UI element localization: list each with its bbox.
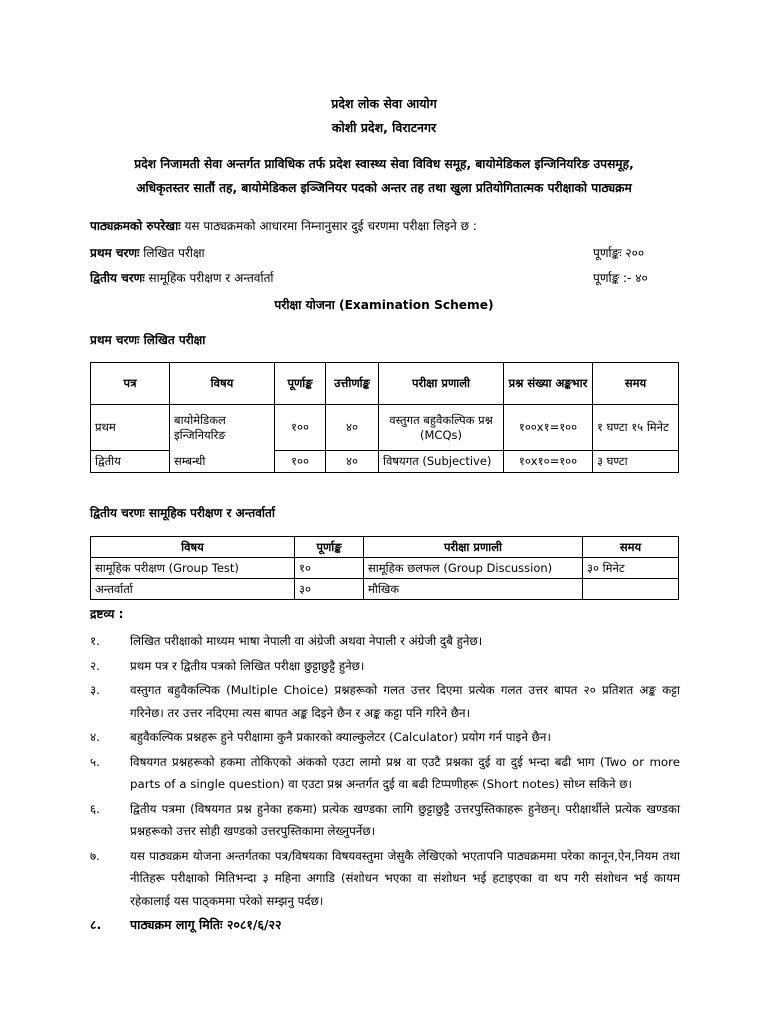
cell-exam-system: सामूहिक छलफल (Group Discussion) <box>364 558 583 579</box>
outline-line <box>90 217 477 234</box>
outline-label: पाठ्यक्रमको रुपरेखाः <box>90 219 181 233</box>
cell-time: ३ घण्टा <box>593 451 679 473</box>
cell-subject: सम्बन्धी <box>170 451 275 473</box>
note-text: लिखित परीक्षाको माध्यम भाषा नेपाली वा अंग्रेजी अथवा नेपाली र अंग्रेजी दुबै हुनेछ। <box>130 634 483 648</box>
cell-questions-weight: १००x१=१०० <box>504 405 593 451</box>
service-title-line1: प्रदेश निजामती सेवा अन्तर्गत प्राविधिक तर्फ प्रदेश स्वास्थ्य सेवा विविध समूह, बायोमेडिकल इन्जिनियरिङ उपसमूह, <box>134 157 634 171</box>
interview-header-row <box>91 537 679 558</box>
col-time: समय <box>593 363 679 405</box>
note-text: यस पाठ्यक्रम योजना अन्तर्गतका पत्र/विषयका विषयवस्तुमा जेसुकै लेखिएको भएतापनि पाठ्यक्रममा परेका कानून,ऐन,नियम तथा नीतिहरू परीक्षाको मितिभन्दा ३ महिना अगाडि (संशोधन भएका वा संशोधन भई हटाइएका वा थप गरी संशोधन भई कायम रहेकालाई यस पाठ्कममा परेको सम्झनु पर्दछ। <box>130 848 680 908</box>
note-number: २. <box>90 658 100 673</box>
note-number: ५. <box>90 754 100 769</box>
col-subject: विषय <box>91 537 295 558</box>
cell-time: १ घण्टा १५ मिनेट <box>593 405 679 451</box>
cell-subject: बायोमेडिकल इन्जिनियरिङ <box>170 405 275 451</box>
note-number: ६. <box>90 801 100 816</box>
cell-full-marks: ३० <box>295 579 364 600</box>
cell-subject: सामूहिक परीक्षण (Group Test) <box>91 558 295 579</box>
province-name: कोशी प्रदेश, विराटनगर <box>331 120 437 135</box>
stage2-text: सामूहिक परीक्षण र अन्तर्वार्ता <box>144 271 274 285</box>
col-full-marks: पूर्णाङ्क <box>275 363 326 405</box>
stage1-marks: पूर्णाङ्कः २०० <box>593 246 645 260</box>
written-heading: प्रथम चरणः लिखित परीक्षा <box>90 333 206 347</box>
note-item <box>90 679 680 724</box>
stage1-text: लिखित परीक्षा <box>139 246 205 260</box>
cell-full-marks: १० <box>295 558 364 579</box>
note-text: वस्तुगत बहुवैकल्पिक (Multiple Choice) प्रश्नहरूको गलत उत्तर दिएमा प्रत्येक गलत उत्तर बापत २० प्रतिशत अङ्क कट्टा गरिनेछ। तर उत्तर नदिएमा त्यस बापत अङ्क दिइने छैन र अङ्क कट्टा पनि गरिने छैन। <box>130 683 680 720</box>
col-exam-system: परीक्षा प्रणाली <box>379 363 504 405</box>
col-exam-system: परीक्षा प्रणाली <box>364 537 583 558</box>
written-header-row <box>91 363 679 405</box>
scheme-title: परीक्षा योजना (Examination Scheme) <box>274 298 494 312</box>
effective-date <box>90 914 680 937</box>
note-text: बहुवैकल्पिक प्रश्नहरू हुने परीक्षामा कुनै प्रकारको क्याल्कुलेटर (Calculator) प्रयोग गर्न पाइने छैन। <box>130 730 551 744</box>
note-item <box>90 726 680 749</box>
col-paper: पत्र <box>91 363 170 405</box>
col-time: समय <box>583 537 679 558</box>
note-item <box>90 845 680 913</box>
stage1-line <box>90 244 205 261</box>
table-row <box>91 579 679 600</box>
effective-date-text: पाठ्यक्रम लागू मितिः २०८१/६/२२ <box>130 917 282 932</box>
note-number: ८. <box>90 917 102 932</box>
cell-exam-system: मौखिक <box>364 579 583 600</box>
service-title-line2: अधिकृतस्तर सातौं तह, बायोमेडिकल इञ्जिनियर पदको अन्तर तह तथा खुला प्रतियोगितात्मक परीक्षाको पाठ्यक्रम <box>136 181 632 195</box>
commission-name: प्रदेश लोक सेवा आयोग <box>331 96 437 111</box>
notes-heading: द्रष्टव्य : <box>90 607 124 621</box>
note-number: १. <box>90 634 100 648</box>
note-text: प्रथम पत्र र द्वितीय पत्रको लिखित परीक्षा छुट्टाछुट्टै हुनेछ। <box>130 658 365 673</box>
cell-paper: द्वितीय <box>91 451 170 473</box>
notes-list <box>90 630 680 939</box>
cell-subject: अन्तर्वार्ता <box>91 579 295 600</box>
written-exam-table <box>90 362 679 473</box>
cell-time <box>583 579 679 600</box>
cell-full-marks: १०० <box>275 451 326 473</box>
interview-table <box>90 536 679 600</box>
cell-exam-system: विषयगत (Subjective) <box>379 451 504 473</box>
stage2-line <box>90 269 274 286</box>
stage1-label: प्रथम चरणः <box>90 246 140 260</box>
col-full-marks: पूर्णाङ्क <box>295 537 364 558</box>
cell-time: ३० मिनेट <box>583 558 679 579</box>
note-item <box>90 630 680 653</box>
cell-questions-weight: १०x१०=१०० <box>504 451 593 473</box>
cell-full-marks: १०० <box>275 405 326 451</box>
stage2-label: द्वितीय चरणः <box>90 271 145 285</box>
note-item <box>90 751 680 796</box>
note-number: ७. <box>90 848 100 863</box>
col-subject: विषय <box>170 363 275 405</box>
cell-pass-marks: ४० <box>326 405 379 451</box>
note-number: ४. <box>90 730 100 744</box>
note-text: द्वितीय पत्रमा (विषयगत प्रश्न हुनेका हकमा) प्रत्येक खण्डका लागि छुट्टाछुट्टै उत्तरपुस्तिकाहरू हुनेछन्। परीक्षार्थीले प्रत्येक खण्डका प्रश्नहरूको उत्तर सोही खण्डको उत्तरपुस्तिकामा लेख्नुपर्नेछ। <box>130 801 680 838</box>
table-row <box>91 558 679 579</box>
cell-exam-system: वस्तुगत बहुवैकल्पिक प्रश्न (MCQs) <box>379 405 504 451</box>
table-row <box>91 451 679 473</box>
table-row <box>91 405 679 451</box>
note-item <box>90 655 680 678</box>
col-questions-weight: प्रश्न संख्या अङ्कभार <box>504 363 593 405</box>
note-item <box>90 798 680 843</box>
note-text: विषयगत प्रश्नहरूको हकमा तोकिएको अंकको एउटा लामो प्रश्न वा एउटै प्रश्नका दुई वा दुई भन्दा बढी भाग (Two or more parts of a single question) वा एउटा प्रश्न अन्तर्गत दुई वा बढी टिप्पणीहरू (Short notes) सोध्न सकिने छ। <box>130 754 680 791</box>
cell-paper: प्रथम <box>91 405 170 451</box>
cell-pass-marks: ४० <box>326 451 379 473</box>
interview-heading: द्वितीय चरणः सामूहिक परीक्षण र अन्तर्वार्ता <box>90 506 275 520</box>
outline-text: यस पाठ्यक्रमको आधारमा निम्नानुसार दुई चरणमा परीक्षा लिइने छ : <box>180 219 477 233</box>
note-number: ३. <box>90 683 100 697</box>
col-pass-marks: उत्तीर्णाङ्क <box>326 363 379 405</box>
stage2-marks: पूर्णाङ्क :- ४० <box>593 271 648 285</box>
